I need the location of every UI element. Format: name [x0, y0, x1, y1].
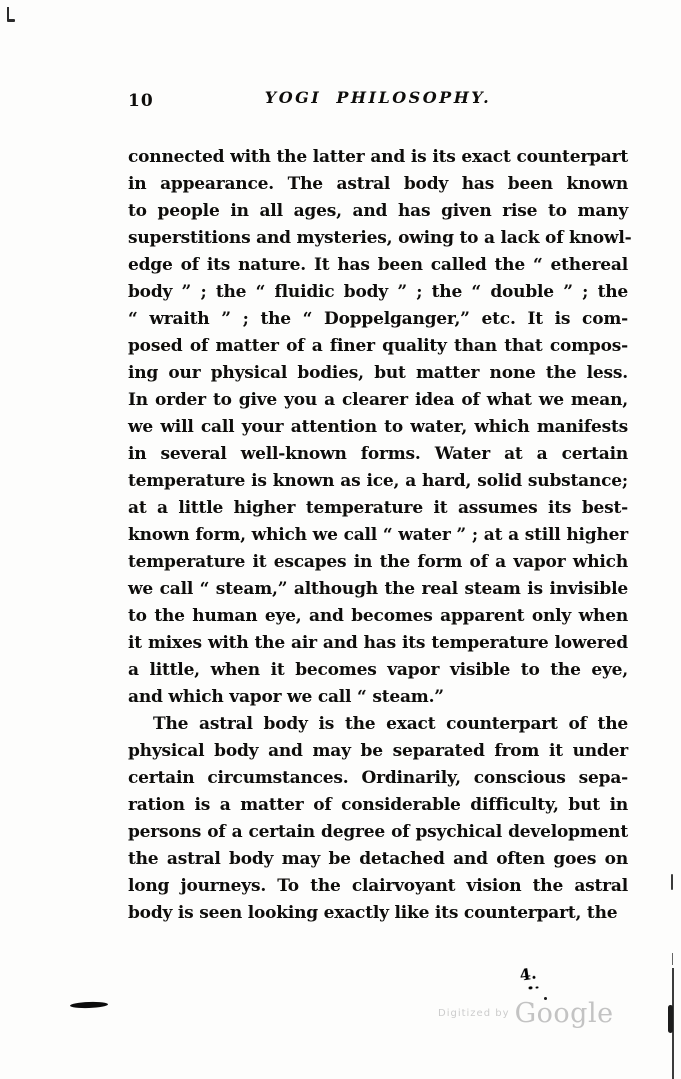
text-line: posed of matter of a finer quality than that compos- — [128, 336, 628, 356]
text-line: to people in all ages, and has given rise to many — [128, 201, 628, 221]
scan-artifact-edge-tick — [671, 874, 673, 890]
text-line: in several well-known forms. Water at a certain — [128, 444, 628, 464]
ink-blot-dot — [535, 986, 538, 988]
text-line: body is seen looking exactly like its counterpart, the — [128, 903, 618, 923]
text-line: a little, when it becomes vapor visible to the eye, — [128, 660, 628, 680]
page-text — [128, 144, 632, 927]
text-line: the astral body may be detached and often goes on — [128, 849, 628, 869]
text-line: temperature it escapes in the form of a vapor which — [128, 552, 628, 572]
text-line: ing our physical bodies, but matter none the less. — [128, 363, 628, 383]
text-line: we call “ steam,” although the real steam is invisible — [128, 579, 628, 599]
text-line: superstitions and mysteries, owing to a lack of knowl- — [128, 228, 632, 248]
watermark-prefix-text: Digitized by — [438, 1008, 510, 1019]
text-line: it mixes with the air and has its temperature lowered — [128, 633, 628, 653]
running-title: YOGI PHILOSOPHY. — [264, 88, 492, 107]
text-line: we will call your attention to water, which manifests — [128, 417, 628, 437]
scan-artifact-edge-blob — [668, 1005, 673, 1033]
page-number: 10 — [128, 91, 154, 111]
text-line: at a little higher temperature it assumes its best- — [128, 498, 628, 518]
text-line: The astral body is the exact counterpart of the — [153, 714, 628, 734]
ink-blot-glyph: 4. — [518, 963, 538, 985]
paragraph — [128, 144, 632, 711]
text-line: certain circumstances. Ordinarily, conscious sepa- — [128, 768, 628, 788]
paragraph — [128, 711, 628, 927]
text-line: in appearance. The astral body has been known — [128, 174, 628, 194]
text-line: In order to give you a clearer idea of what we mean, — [128, 390, 628, 410]
text-line: and which vapor we call “ steam.” — [128, 687, 444, 707]
text-line: known form, which we call “ water ” ; at a still higher — [128, 525, 628, 545]
text-line: physical body and may be separated from it under — [128, 741, 628, 761]
text-line: persons of a certain degree of psychical development — [128, 822, 628, 842]
text-line: temperature is known as ice, a hard, solid substance; — [128, 471, 628, 491]
google-logo-text: Google — [514, 998, 614, 1029]
text-line: long journeys. To the clairvoyant vision the astral — [128, 876, 628, 896]
scan-artifact-topleft-foot — [7, 19, 15, 22]
text-line: edge of its nature. It has been called the “ ethereal — [128, 255, 628, 275]
text-line: ration is a matter of considerable difficulty, but in — [128, 795, 628, 815]
ink-blot-dot — [528, 986, 532, 990]
scan-artifact-ink-smudge — [70, 1001, 108, 1008]
text-line: “ wraith ” ; the “ Doppelganger,” etc. It is com- — [128, 309, 628, 329]
scan-artifact-edge-dash — [672, 953, 673, 965]
digitized-watermark — [438, 998, 614, 1029]
text-line: connected with the latter and is its exact counterpart — [128, 147, 628, 167]
text-line: body ” ; the “ fluidic body ” ; the “ double ” ; the — [128, 282, 628, 302]
text-line: to the human eye, and becomes apparent only when — [128, 606, 628, 626]
page-header — [128, 88, 628, 112]
